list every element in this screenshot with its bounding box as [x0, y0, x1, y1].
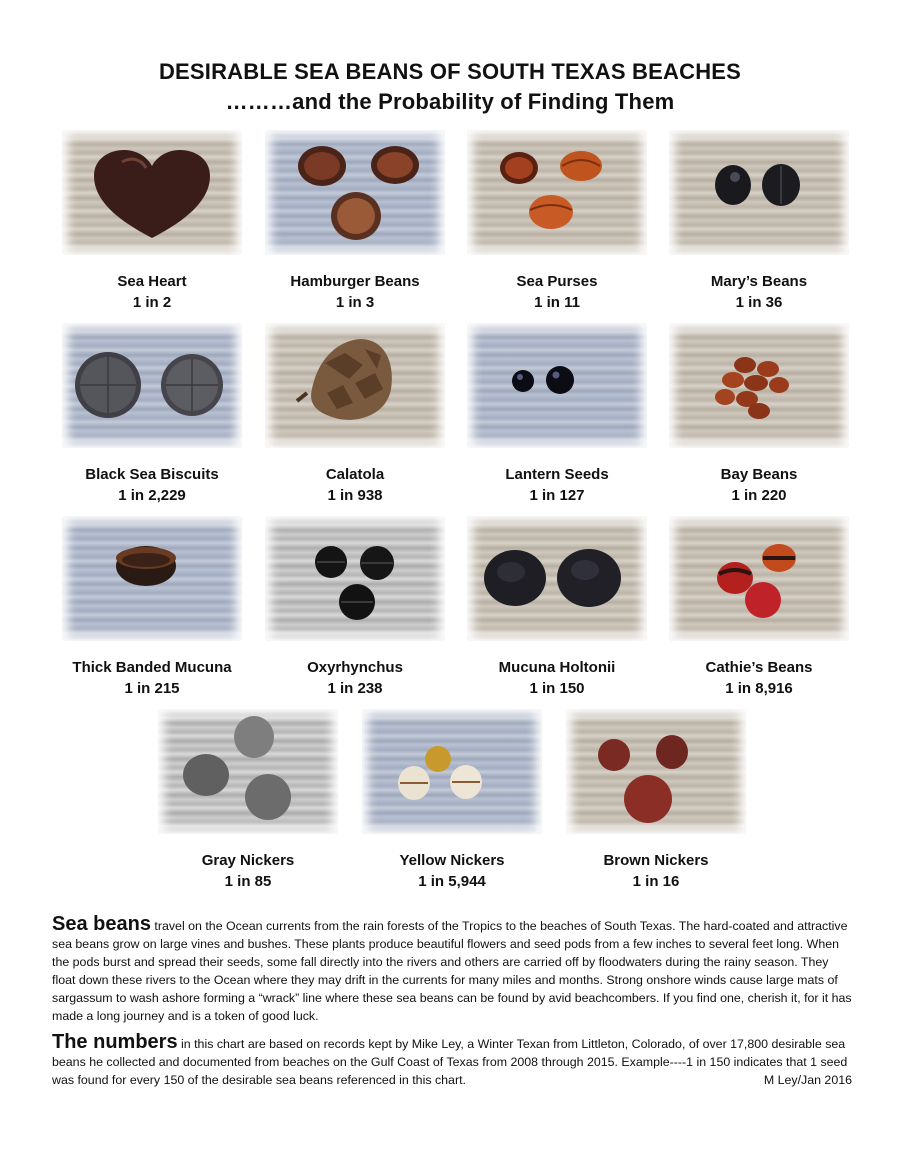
bean-odds: 1 in 938	[327, 487, 383, 504]
bean-odds: 1 in 220	[731, 487, 787, 504]
signature: M Ley/Jan 2016	[763, 1073, 852, 1087]
bay-beans-photo-icon	[669, 323, 849, 448]
cathies-beans-photo-icon	[669, 516, 849, 641]
mucuna-holtonii-photo-icon	[467, 516, 647, 641]
bean-odds: 1 in 238	[327, 680, 383, 697]
thick-banded-mucuna-photo-icon	[62, 516, 242, 641]
bean-name: Gray Nickers	[201, 852, 295, 869]
bean-odds: 1 in 2,229	[118, 487, 186, 504]
sea-beans-text: travel on the Ocean currents from the rain forests of the Tropics to the beaches of South Texas. The hard-coated and attractive sea beans grow on large vines and bushes. These plants produce beautiful flowers and seed pods from a few inches to several feet long. When the pods burst and spread their seeds, some fall directly into the rivers and others are carried off by floodwaters during the rainy season. They float down these rivers to the Ocean where they may drift in the currents for many miles and months. Strong onshore winds cause large mats of sargassum to wash ashore forming a “wrack” line where these sea beans can be found by avid beachcombers. If you find one, cherish it, for it has made a long journey and is a token of good luck.	[52, 919, 852, 1023]
sea-heart-photo-icon	[62, 130, 242, 255]
bean-name: Bay Beans	[720, 466, 798, 483]
bean-name: Cathie’s Beans	[705, 659, 813, 676]
marys-beans-photo-icon	[669, 130, 849, 255]
bean-odds: 1 in 2	[132, 294, 172, 311]
brown-nickers-photo-icon	[566, 709, 746, 834]
bean-odds: 1 in 3	[335, 294, 375, 311]
bean-odds: 1 in 5,944	[418, 873, 486, 890]
yellow-nickers-photo-icon	[362, 709, 542, 834]
bean-odds: 1 in 85	[224, 873, 272, 890]
bean-odds: 1 in 127	[529, 487, 585, 504]
bean-name: Lantern Seeds	[505, 466, 609, 483]
bean-name: Mucuna Holtonii	[498, 659, 616, 676]
bean-odds: 1 in 215	[124, 680, 180, 697]
oxyrhynchus-photo-icon	[265, 516, 445, 641]
numbers-lead: The numbers	[52, 1031, 178, 1053]
bean-name: Yellow Nickers	[399, 852, 505, 869]
bean-name: Mary’s Beans	[710, 273, 808, 290]
lantern-seeds-photo-icon	[467, 323, 647, 448]
page-subtitle: ………and the Probability of Finding Them	[225, 89, 675, 114]
gray-nickers-photo-icon	[158, 709, 338, 834]
bean-name: Black Sea Biscuits	[85, 466, 219, 483]
sea-beans-description	[52, 915, 852, 1025]
black-sea-biscuits-photo-icon	[62, 323, 242, 448]
bean-odds: 1 in 16	[632, 873, 680, 890]
bean-name: Brown Nickers	[603, 852, 709, 869]
bean-odds: 1 in 11	[534, 294, 580, 311]
sea-purses-photo-icon	[467, 130, 647, 255]
sea-beans-lead: Sea beans	[52, 913, 151, 935]
bean-name: Sea Heart	[117, 273, 187, 290]
bean-odds: 1 in 150	[529, 680, 585, 697]
bean-name: Calatola	[325, 466, 385, 483]
calatola-photo-icon	[265, 323, 445, 448]
page-title: DESIRABLE SEA BEANS OF SOUTH TEXAS BEACHES	[158, 59, 742, 84]
numbers-text: in this chart are based on records kept by Mike Ley, a Winter Texan from Littleton, Colorado, of over 17,800 desirable sea beans he collected and documented from beaches on the Gulf Coast of Texas from 2008 through 2015. Example----1 in 150 indicates that 1 seed was found for every 150 of the desirable sea beans referenced in this chart.	[52, 1037, 848, 1087]
bean-name: Thick Banded Mucuna	[72, 659, 232, 676]
numbers-description	[52, 1033, 852, 1089]
bean-odds: 1 in 36	[735, 294, 783, 311]
bean-name: Oxyrhynchus	[307, 659, 403, 676]
bean-odds: 1 in 8,916	[725, 680, 793, 697]
bean-name: Hamburger Beans	[290, 273, 420, 290]
hamburger-beans-photo-icon	[265, 130, 445, 255]
bean-name: Sea Purses	[516, 273, 598, 290]
